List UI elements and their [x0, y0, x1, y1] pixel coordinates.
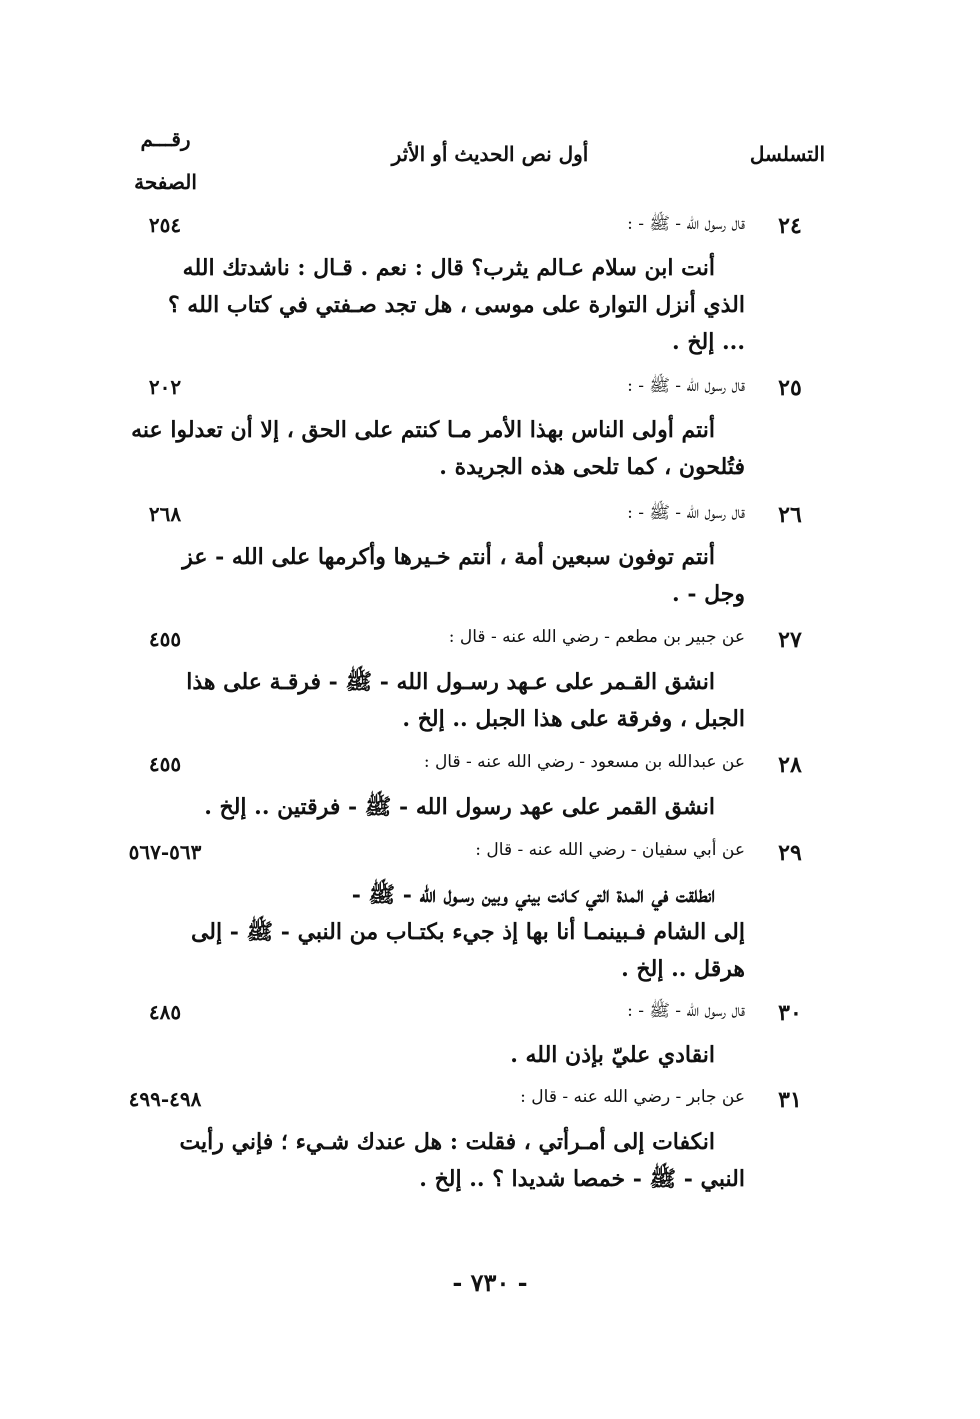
entry-text	[220, 1037, 745, 1074]
entry-number: ٢٩	[778, 840, 802, 866]
entry-text	[190, 877, 745, 988]
entry-number: ٢٨	[778, 752, 802, 778]
text-line: انطلقت في المدة التي كـانت بيني وبين رسـول الله - ﷺ -	[351, 882, 715, 908]
entry-number: ٢٤	[778, 213, 802, 239]
entry-text	[204, 789, 745, 826]
entry-text	[186, 664, 745, 738]
entry-text	[182, 539, 745, 613]
text-line: فتُلحون ، كما تلحى هذه الجريدة .	[439, 454, 745, 480]
entry-intro: عن أبي سفيان - رضي الله عنه - قال :	[475, 840, 745, 860]
text-line: إلى الشام فـبينمـا أنا بها إذ جيء بكتـاب من النبي - ﷺ - إلى	[190, 919, 745, 945]
text-line: الذي أنزل التوارة على موسى ، هل تجد صـفتي في كتاب الله ؟	[167, 292, 745, 318]
header-page-line1: رقـــم	[140, 127, 191, 151]
text-line: الجبل ، وفرقة على هذا الجبل .. إلخ .	[402, 706, 745, 732]
entry-text	[167, 250, 745, 361]
header-sequence: التسلسل	[749, 142, 825, 166]
text-line: ... إلخ .	[672, 329, 745, 355]
entry-number: ٢٧	[778, 627, 802, 653]
entry-intro: قال رسول الله - ﷺ - :	[627, 214, 745, 234]
text-line: هرقل .. إلخ .	[621, 956, 745, 982]
entry-page: ٤٩٨-٤٩٩	[128, 1087, 202, 1111]
entry-intro: قال رسول الله - ﷺ - :	[627, 1001, 745, 1021]
entry-page: ٤٥٥	[148, 752, 182, 776]
header-hadith-text: أول نص الحديث أو الأثر	[391, 142, 589, 166]
entry-page: ٢٥٤	[148, 213, 182, 237]
entry-page: ٥٦٣-٥٦٧	[128, 840, 202, 864]
text-line: أنتم توفون سبعين أمة ، أنتم خـيرها وأكرمها على الله - عز	[182, 544, 715, 570]
entry-page: ٤٥٥	[148, 627, 182, 651]
entry-intro: قال رسول الله - ﷺ - :	[627, 376, 745, 396]
entry-text	[179, 1124, 745, 1198]
text-line: النبي - ﷺ - خمصا شديدا ؟ .. إلخ .	[419, 1166, 745, 1192]
entry-number: ٢٦	[778, 502, 802, 528]
header-page-line2: الصفحة	[134, 170, 197, 194]
text-line: وجل - .	[672, 581, 745, 607]
entry-number: ٣٠	[778, 1000, 802, 1026]
entry-number: ٢٥	[778, 375, 802, 401]
header-page-number	[128, 118, 203, 204]
text-line: انكفات إلى أمـرأتي ، فقلت : هل عندك شـيء ؛ فإني رأيت	[179, 1129, 715, 1155]
page-number-footer: - ٧٣٠ -	[452, 1268, 528, 1297]
text-line: انقادي عليّ بإذن الله .	[510, 1042, 715, 1068]
entry-intro: عن جبير بن مطعم - رضي الله عنه - قال :	[448, 627, 745, 647]
entry-text	[131, 412, 745, 486]
text-line: انشق القـمر على عـهد رسـول الله - ﷺ - فرقـة على هذا	[186, 669, 715, 695]
entry-page: ٤٨٥	[148, 1000, 182, 1024]
entry-intro: عن جابر - رضي الله عنه - قال :	[520, 1087, 745, 1107]
entry-intro: عن عبدالله بن مسعود - رضي الله عنه - قال :	[423, 752, 745, 772]
text-line: أنت ابن سلام عـالم يثرب؟ قال : نعم . قـال : ناشدتك الله	[182, 255, 715, 281]
entry-number: ٣١	[778, 1087, 802, 1113]
entry-page: ٢٦٨	[148, 502, 182, 526]
entry-page: ٢٠٢	[148, 375, 182, 399]
text-line: أنتم أولى الناس بهذا الأمر مـا كنتم على الحق ، إلا أن تعدلوا عنه	[131, 417, 715, 443]
entry-intro: قال رسول الله - ﷺ - :	[627, 503, 745, 523]
text-line: انشق القمر على عهد رسول الله - ﷺ - فرقتين .. إلخ .	[204, 794, 715, 820]
